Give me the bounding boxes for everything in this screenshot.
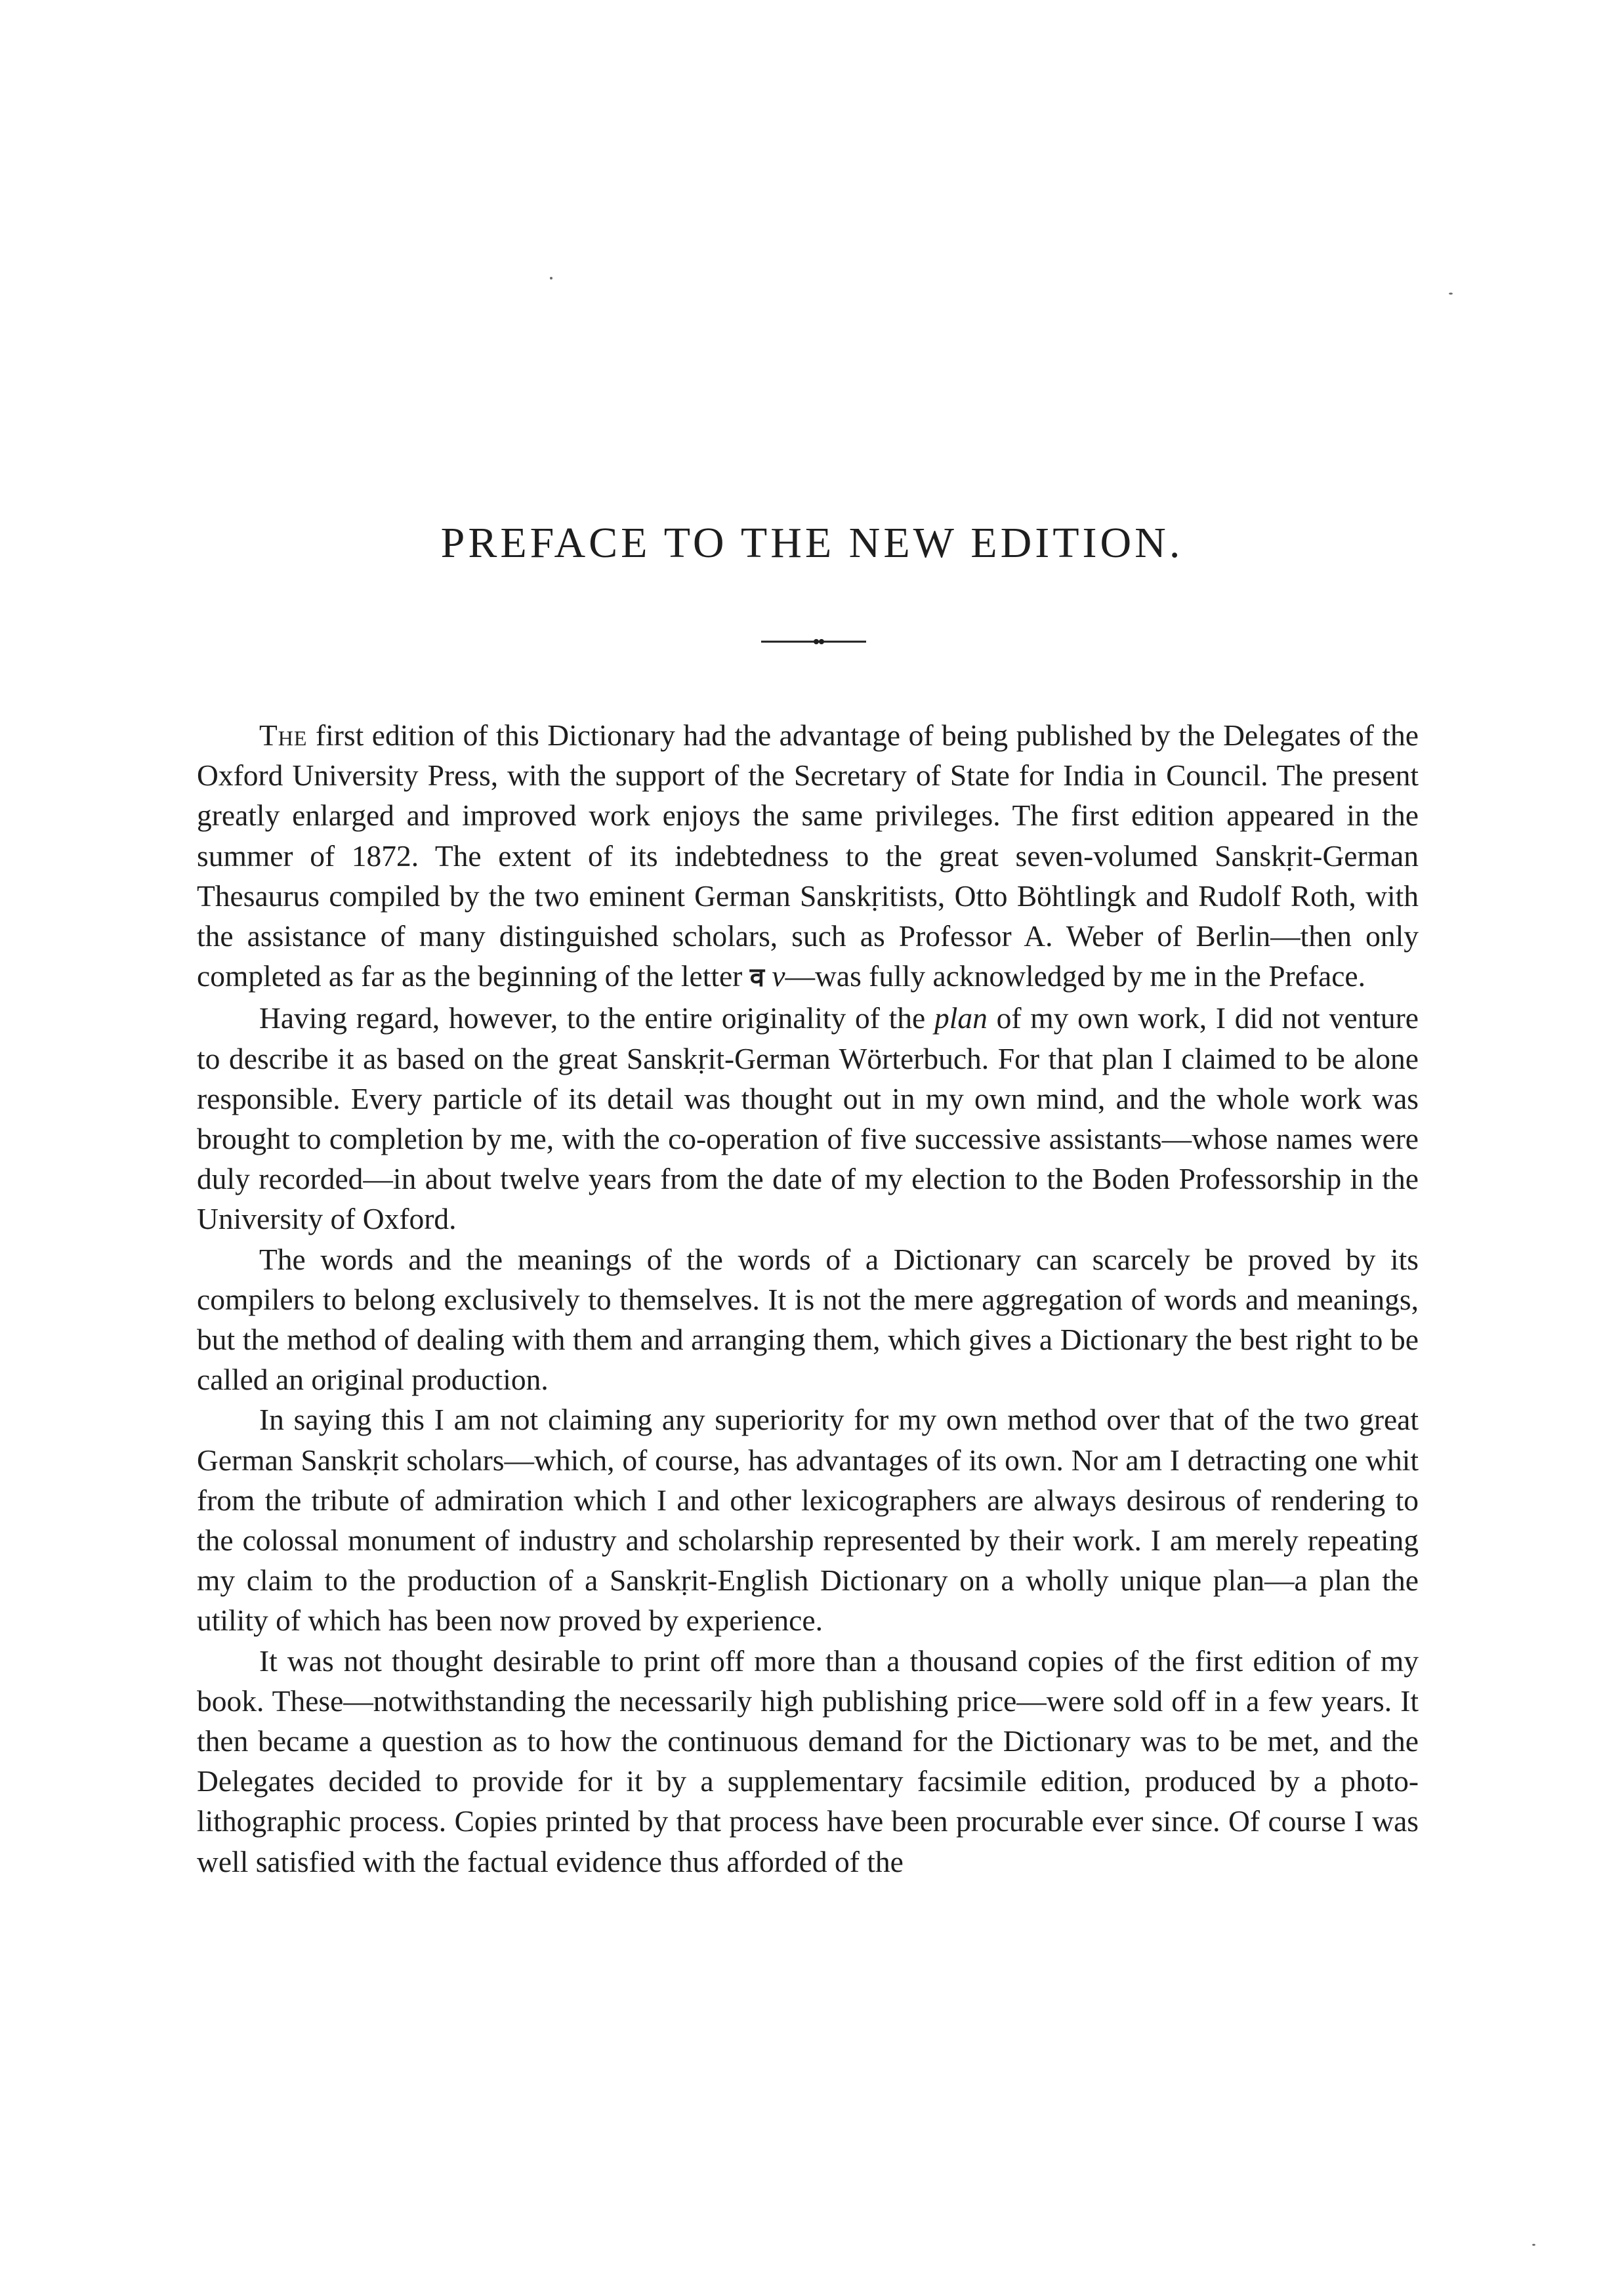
paragraph-3: The words and the meanings of the words of a Dictionary can scarcely be proved by its compilers to belong exclusively to themselves. It is not the mere aggregation of words and meanings, but the method of dealing with them and arranging them, which gives a Dictionary the best right to be called an original production. (197, 1242, 1419, 1397)
paragraph-5: It was not thought desirable to print off more than a thousand copies of the first edition of my book. These—notwithstanding the necessarily high publishing price—were sold off in a few years. It then became a question as to how the continuous demand for the Dictionary was to be met, and the Delegates decided to provide for it by a supplementary facsimile edition, produced by a photo-lithographic process. Copies printed by that process have been procurable ever since. Of course I was well satisfied with the factual evidence thus afforded of the (197, 1644, 1419, 1878)
paragraph-1-text: first edition of this Dictionary had the advantage of being published by the Delegates of the Oxford University Press, with the support of the Secretary of State for India in Council. The present greatly enlarged and improved work enjoys the same privileges. The first edition appeared in the summer of 1872. The extent of its indebtedness to the great seven-volumed Sanskṛit-German Thesaurus compiled by the two eminent German Sanskṛitists, Otto Böhtlingk and Rudolf Roth, with the assistance of many distinguished scholars, such as Professor A. Weber of Berlin—then only completed as far as the beginning of the letter (197, 718, 1419, 993)
preface-body (197, 715, 1419, 1882)
page-title: PREFACE TO THE NEW EDITION. (440, 519, 1184, 567)
title-ornament (761, 635, 866, 648)
paragraph-1-tail: —was fully acknowledged by me in the Preface. (785, 959, 1365, 993)
devanagari-letter: व (749, 962, 764, 993)
scan-speck (1532, 2244, 1535, 2246)
paragraph-1 (197, 715, 1419, 998)
scan-speck (1449, 293, 1453, 295)
paragraph-2-after: of my own work, I did not venture to describe it as based on the great Sanskṛit-German Wörterbuch. For that plan I claimed to be alone responsible. Every particle of its detail was thought out in my own mind, and the whole work was brought to completion by me, with the co-operation of five successive assistants—whose names were duly recorded—in about twelve years from the date of my election to the Boden Professorship in the University of Oxford. (197, 1001, 1419, 1236)
paragraph-2 (197, 998, 1419, 1239)
paragraph-2-before: Having regard, however, to the entire originality of the (259, 1001, 934, 1035)
scan-speck (550, 277, 552, 279)
paragraph-4: In saying this I am not claiming any superiority for my own method over that of the two great German Sanskṛit scholars—which, of course, has advantages of its own. Nor am I detracting one whit from the tribute of admiration which I and other lexicographers are always desirous of rendering to the colossal monument of industry and scholarship represented by their work. I am merely repeating my claim to the production of a Sanskṛit-English Dictionary on a wholly unique plan—a plan the utility of which has been now proved by experience. (197, 1403, 1419, 1638)
transliterated-letter: v (772, 959, 785, 993)
emphasis-plan: plan (934, 1001, 988, 1035)
lead-word: The (259, 718, 308, 752)
